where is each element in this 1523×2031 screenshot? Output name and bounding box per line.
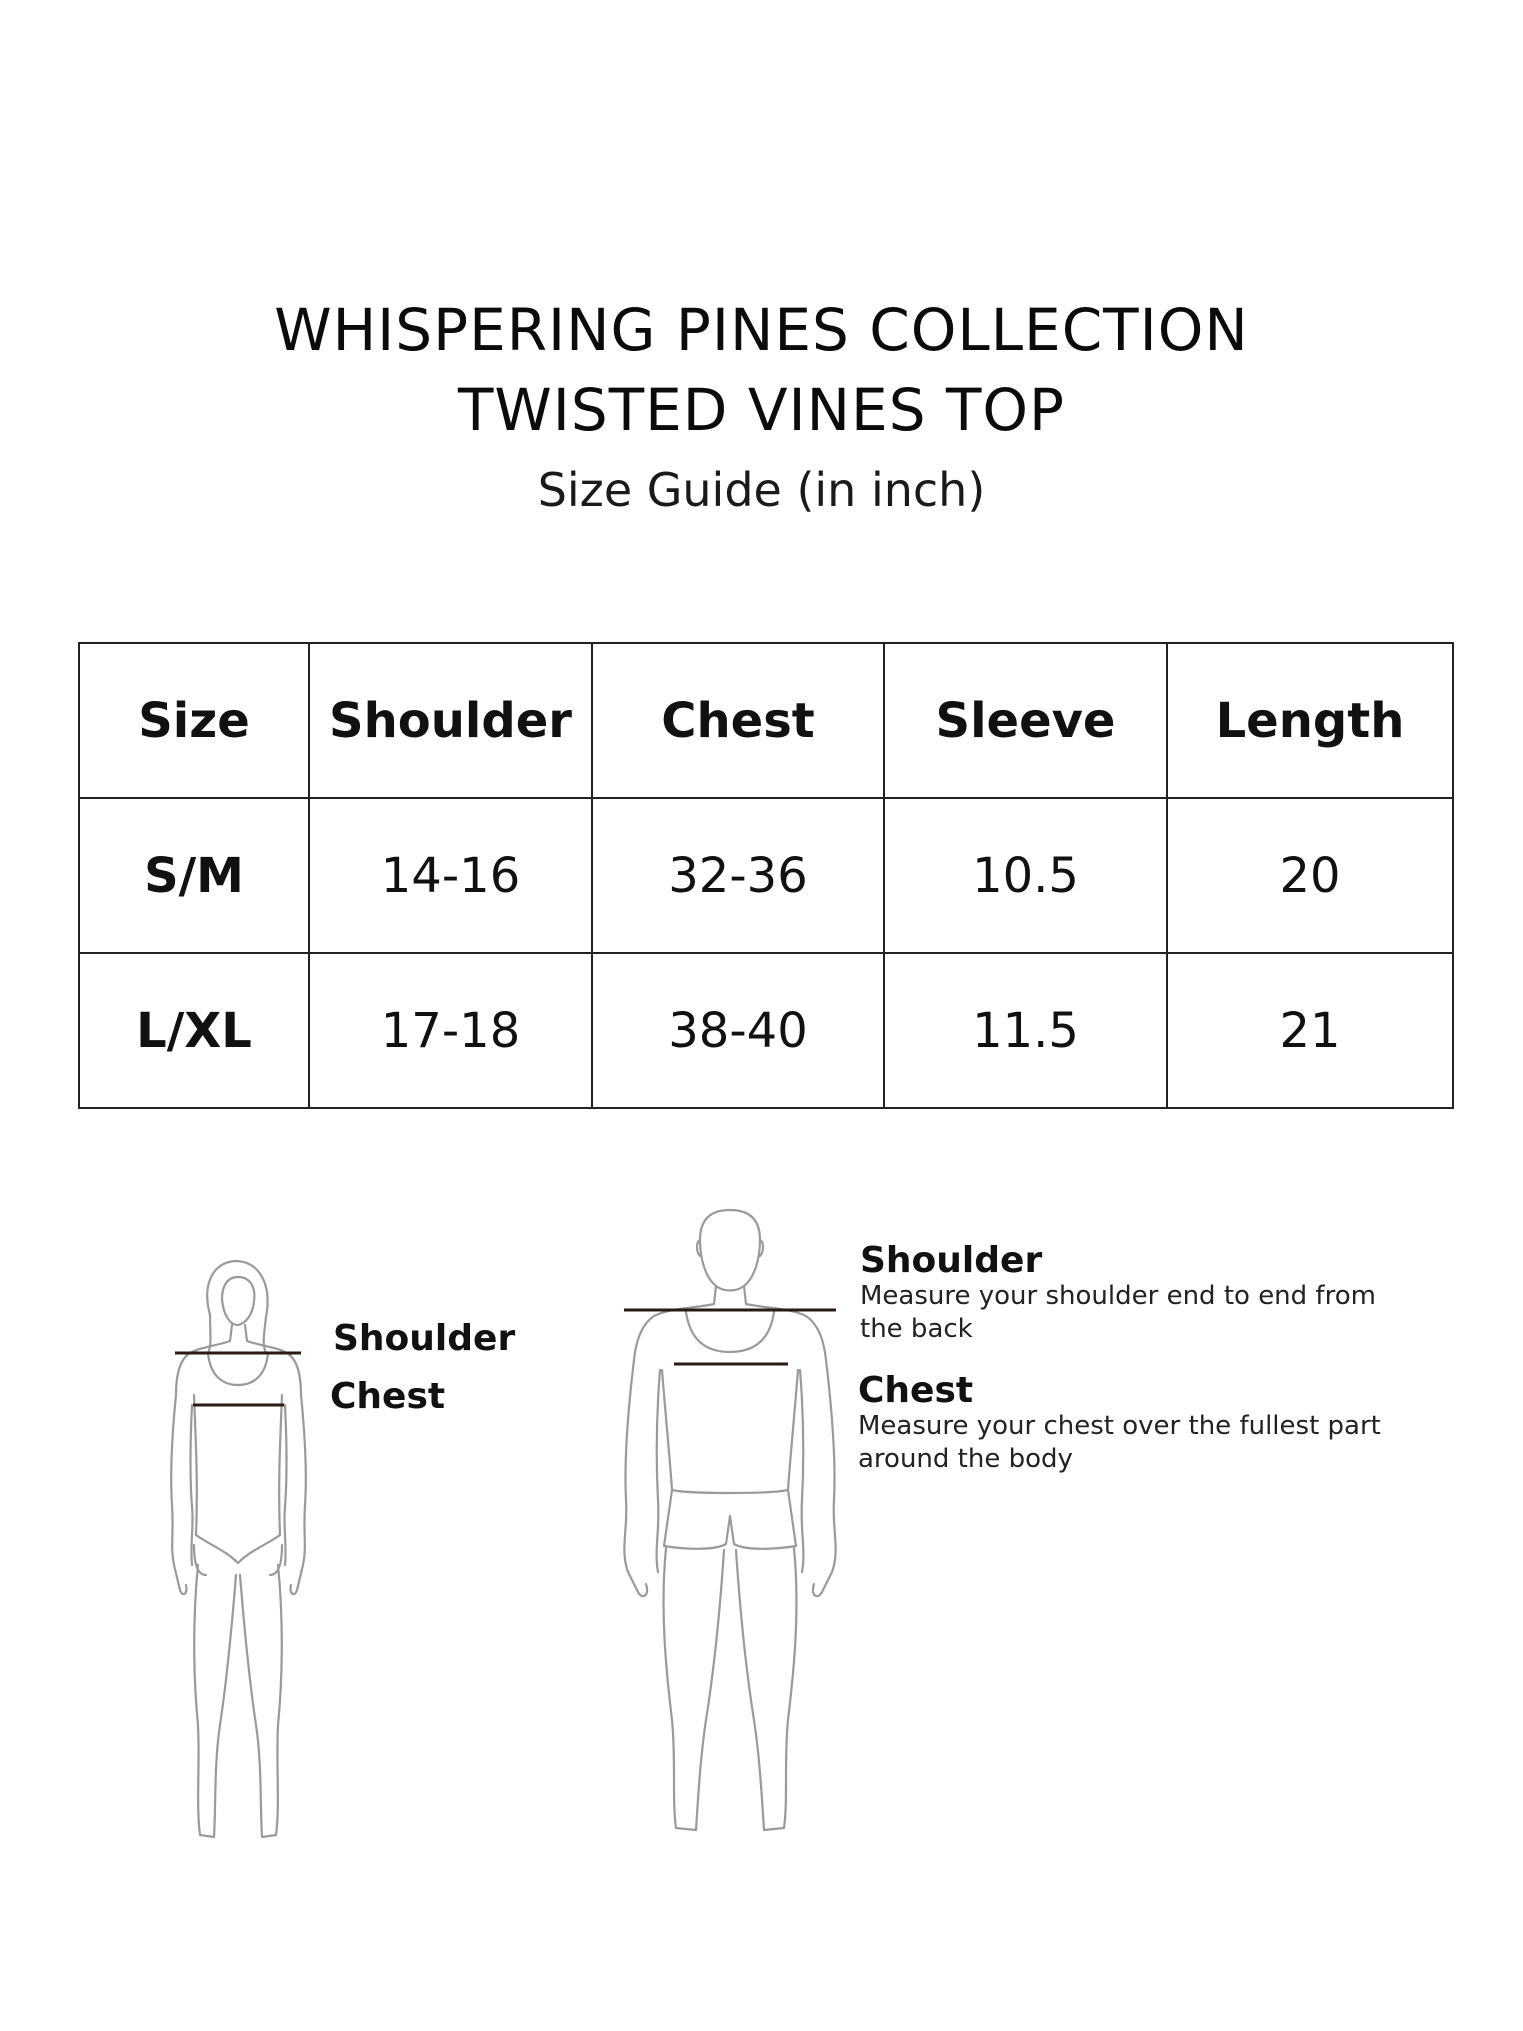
cell-size: S/M [79, 798, 309, 953]
title-block [0, 290, 1523, 526]
male-shoulder-desc [860, 1280, 1376, 1346]
size-guide-subtitle: Size Guide (in inch) [537, 463, 986, 517]
header-size: Size [79, 643, 309, 798]
table-row [79, 798, 1453, 953]
cell-shoulder: 14-16 [309, 798, 592, 953]
product-title: TWISTED VINES TOP [458, 376, 1065, 444]
male-shoulder-desc-line1: Measure your shoulder end to end from [860, 1281, 1376, 1311]
male-chest-desc-line2: around the body [858, 1444, 1073, 1474]
male-chest-desc-line1: Measure your chest over the fullest part [858, 1411, 1381, 1441]
male-chest-label: Chest [858, 1370, 974, 1411]
header-sleeve: Sleeve [884, 643, 1167, 798]
cell-sleeve: 11.5 [884, 953, 1167, 1108]
header-chest: Chest [592, 643, 884, 798]
cell-length: 20 [1167, 798, 1453, 953]
male-shoulder-label: Shoulder [860, 1240, 1043, 1281]
cell-length: 21 [1167, 953, 1453, 1108]
female-shoulder-label: Shoulder [333, 1318, 516, 1359]
collection-title: WHISPERING PINES COLLECTION [274, 296, 1249, 364]
header-length: Length [1167, 643, 1453, 798]
table-header-row [79, 643, 1453, 798]
male-shoulder-desc-line2: the back [860, 1314, 973, 1344]
table-row [79, 953, 1453, 1108]
size-table [78, 642, 1454, 1109]
male-chest-desc [858, 1410, 1381, 1476]
cell-shoulder: 17-18 [309, 953, 592, 1108]
cell-chest: 38-40 [592, 953, 884, 1108]
female-body-outline-icon [150, 1245, 330, 1845]
male-body-outline-icon [620, 1200, 840, 1840]
cell-chest: 32-36 [592, 798, 884, 953]
header-shoulder: Shoulder [309, 643, 592, 798]
cell-size: L/XL [79, 953, 309, 1108]
cell-sleeve: 10.5 [884, 798, 1167, 953]
female-chest-label: Chest [330, 1376, 446, 1417]
